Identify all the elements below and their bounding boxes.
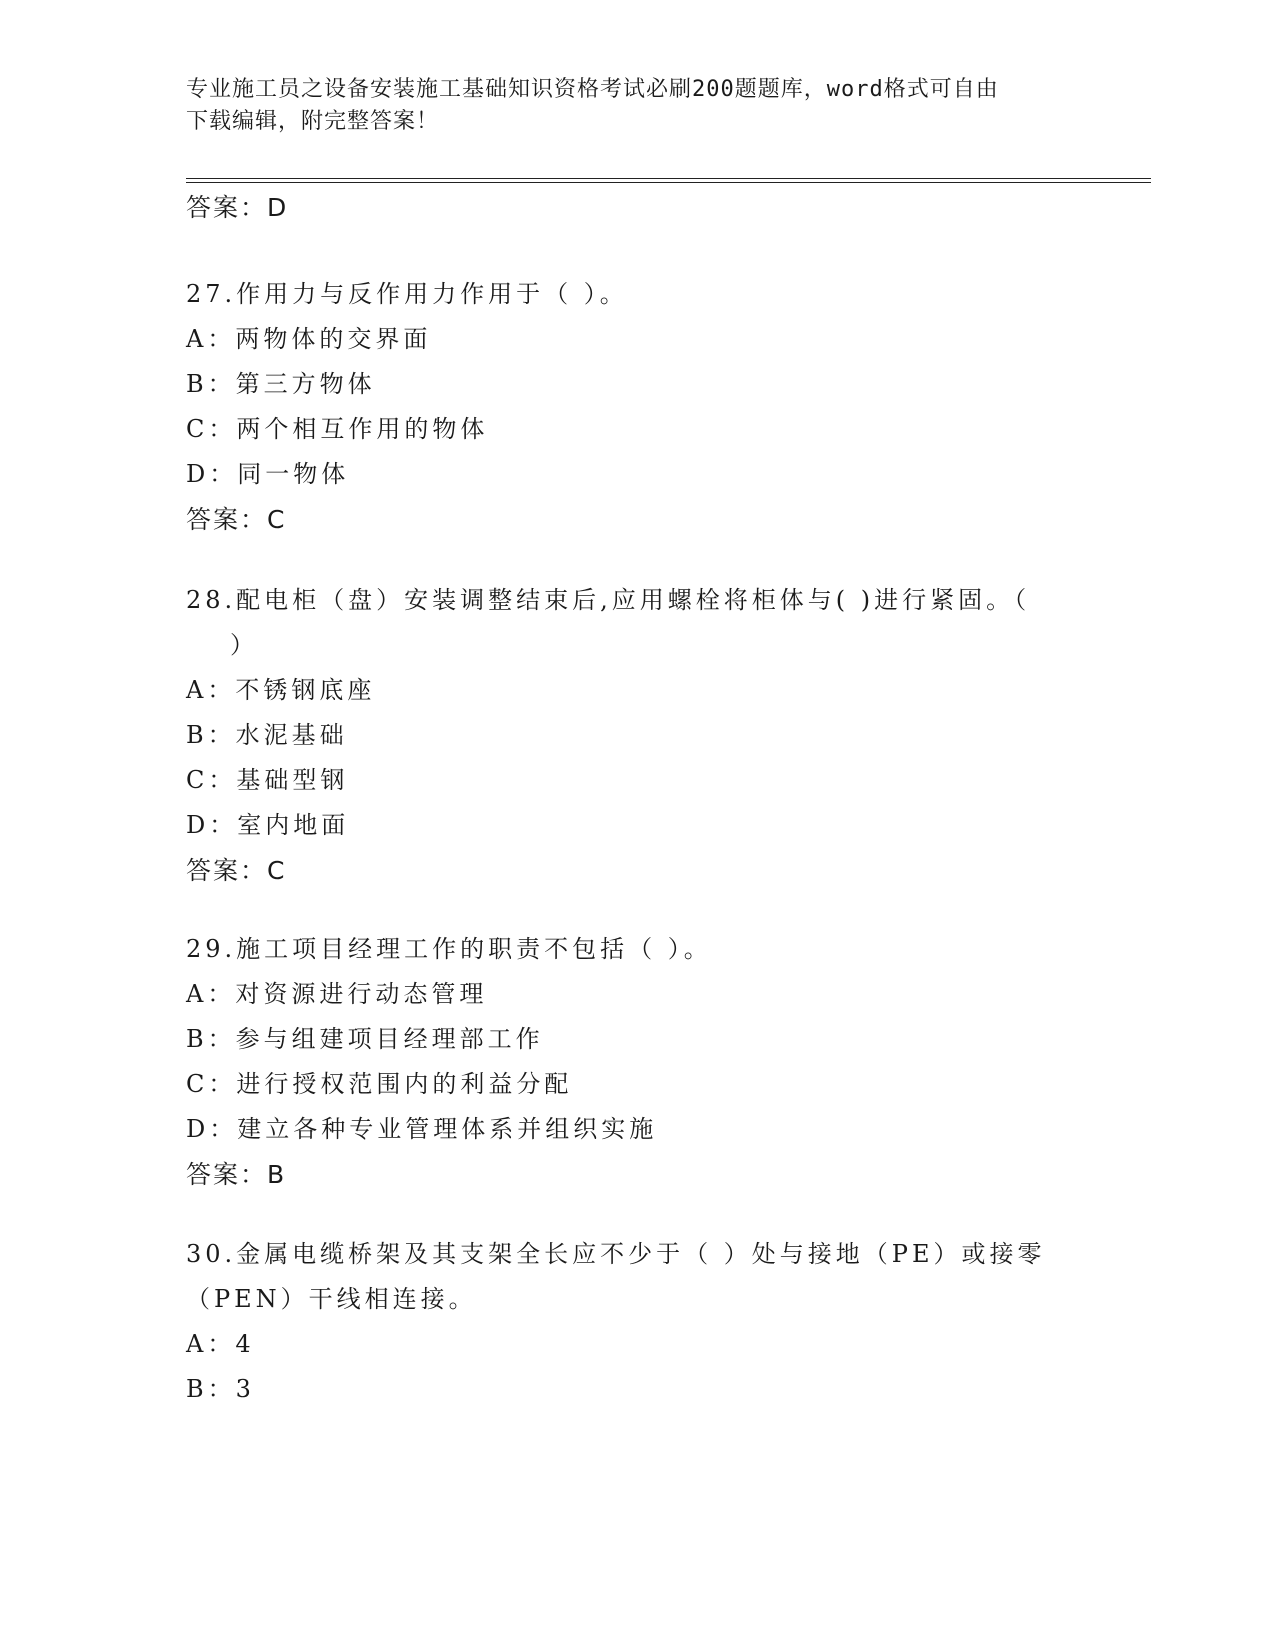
option-b: B：第三方物体	[186, 370, 376, 398]
header-divider-bottom	[186, 182, 1151, 183]
header-line-2: 下载编辑，附完整答案！	[186, 109, 440, 134]
question-stem: 29.施工项目经理工作的职责不包括（ ）。	[186, 935, 712, 963]
question-28	[186, 578, 1066, 893]
option-a: A：两物体的交界面	[186, 325, 432, 353]
document-header	[186, 74, 1066, 138]
question-stem-continued: ）	[230, 631, 258, 659]
question-stem: 30.金属电缆桥架及其支架全长应不少于（ ）处与接地（PE）或接零	[186, 1240, 1046, 1268]
answer-line: 答案：C	[186, 505, 287, 534]
option-c: C：基础型钢	[186, 766, 349, 794]
option-d: D：同一物体	[186, 460, 350, 488]
option-b: B：水泥基础	[186, 721, 348, 749]
answer-line: 答案：D	[186, 193, 289, 222]
option-b: B：参与组建项目经理部工作	[186, 1025, 544, 1053]
question-29	[186, 927, 1066, 1197]
option-a: A：4	[186, 1330, 255, 1358]
header-divider-top	[186, 178, 1151, 179]
answer-line: 答案：C	[186, 856, 287, 885]
question-30	[186, 1232, 1066, 1412]
option-a: A：对资源进行动态管理	[186, 980, 488, 1008]
option-b: B：3	[186, 1375, 255, 1403]
option-c: C：两个相互作用的物体	[186, 415, 489, 443]
option-c: C：进行授权范围内的利益分配	[186, 1070, 573, 1098]
option-d: D：室内地面	[186, 811, 350, 839]
question-27	[186, 272, 1066, 542]
option-a: A：不锈钢底座	[186, 676, 376, 704]
previous-answer	[186, 185, 1066, 230]
header-line-1: 专业施工员之设备安装施工基础知识资格考试必刷200题题库，word格式可自由	[186, 77, 999, 102]
question-stem: 27.作用力与反作用力作用于（ ）。	[186, 280, 628, 308]
question-stem-continued: （PEN）干线相连接。	[186, 1285, 477, 1313]
question-stem: 28.配电柜（盘）安装调整结束后,应用螺栓将柜体与( )进行紧固。（	[186, 586, 1031, 614]
answer-line: 答案：B	[186, 1160, 287, 1189]
option-d: D：建立各种专业管理体系并组织实施	[186, 1115, 658, 1143]
